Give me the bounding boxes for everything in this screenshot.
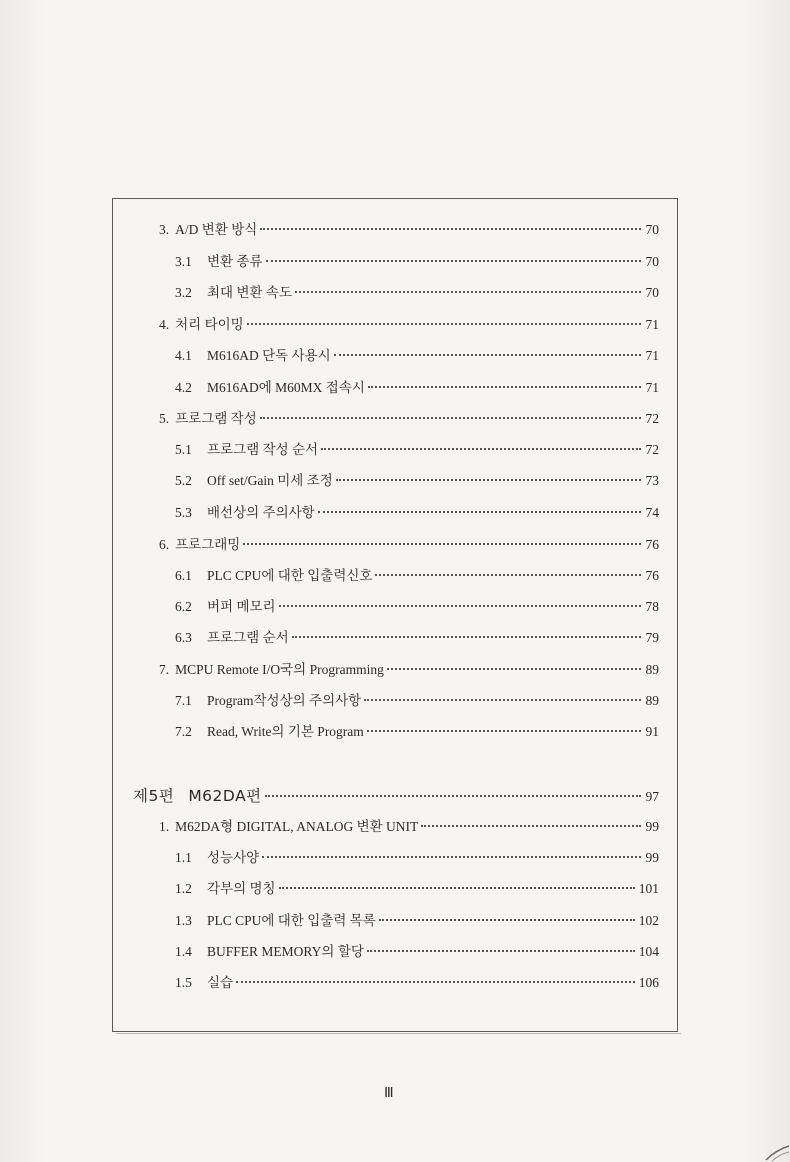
toc-entry-1-1 xyxy=(175,850,659,866)
leader-dots xyxy=(260,417,641,419)
toc-page-number: 70 xyxy=(645,285,659,300)
toc-entry-label: 3. A/D 변환 방식 xyxy=(159,222,258,237)
toc-entry-1-2 xyxy=(175,881,659,897)
leader-dots xyxy=(260,228,641,230)
toc-entry-5-2 xyxy=(175,473,659,489)
toc-page-number: 101 xyxy=(638,881,659,896)
toc-entry-label: 5.3 배선상의 주의사항 xyxy=(175,505,315,520)
toc-entry-7-2 xyxy=(175,724,659,740)
folio-page-number: Ⅲ xyxy=(384,1086,393,1101)
toc-entry-3-1 xyxy=(175,254,659,270)
toc-page-number: 71 xyxy=(645,380,659,395)
toc-entry-label: 5.2 Off set/Gain 미세 조정 xyxy=(175,473,333,488)
leader-dots xyxy=(336,479,641,481)
toc-page-number: 76 xyxy=(645,537,659,552)
leader-dots xyxy=(321,448,641,450)
toc-entry-6-2 xyxy=(175,599,659,615)
toc-page-number: 71 xyxy=(645,317,659,332)
toc-page-number: 71 xyxy=(645,348,659,363)
toc-entry-1-5 xyxy=(175,975,659,991)
toc-entry-label: 4.2 M616AD에 M60MX 접속시 xyxy=(175,380,365,395)
toc-entry-label: 1.2 각부의 명칭 xyxy=(175,881,276,896)
toc-page-number: 70 xyxy=(645,254,659,269)
toc-page-number: 99 xyxy=(645,850,659,865)
toc-entry-4-1 xyxy=(175,348,659,364)
toc-entry-label: 1.4 BUFFER MEMORY의 할당 xyxy=(175,944,364,959)
toc-entry-label: 6.3 프로그램 순서 xyxy=(175,630,289,645)
toc-page-number: 91 xyxy=(645,724,659,739)
toc-part-heading xyxy=(133,788,659,805)
page-curl-mark xyxy=(762,1132,790,1162)
toc-entry-1-3 xyxy=(175,913,659,929)
part-title: 제5편 M62DA편 xyxy=(133,787,262,805)
toc-entry-5 xyxy=(159,411,659,427)
toc-entry-label: 4. 처리 타이밍 xyxy=(159,317,244,332)
leader-dots xyxy=(375,574,641,576)
toc-entry-label: 7. MCPU Remote I/O국의 Programming xyxy=(159,662,384,677)
toc-page-number: 78 xyxy=(645,599,659,614)
leader-dots xyxy=(318,511,641,513)
toc-page-number: 89 xyxy=(645,662,659,677)
toc-entry-5-1 xyxy=(175,442,659,458)
leader-dots xyxy=(236,981,635,983)
toc-entry-3-2 xyxy=(175,285,659,301)
toc-entry-3 xyxy=(159,222,659,238)
toc-entry-label: 3.1 변환 종류 xyxy=(175,254,263,269)
toc-page-number: 79 xyxy=(645,630,659,645)
leader-dots xyxy=(367,950,635,952)
leader-dots xyxy=(266,260,641,262)
toc-entry-5-3 xyxy=(175,505,659,521)
toc-page-number: 106 xyxy=(638,975,659,990)
leader-dots xyxy=(387,668,641,670)
toc-entry-6 xyxy=(159,537,659,553)
leader-dots xyxy=(292,636,641,638)
toc-entry-6-3 xyxy=(175,630,659,646)
leader-dots xyxy=(379,919,635,921)
toc-entry-label: 1.3 PLC CPU에 대한 입출력 목록 xyxy=(175,913,376,928)
toc-entry-label: 5.1 프로그램 작성 순서 xyxy=(175,442,319,457)
leader-dots xyxy=(364,699,641,701)
toc-page-number: 89 xyxy=(645,693,659,708)
toc-entry-label: 4.1 M616AD 단독 사용시 xyxy=(175,348,331,363)
toc-entry-label: 6. 프로그래밍 xyxy=(159,537,241,552)
toc-entry-label: 7.2 Read, Write의 기본 Program xyxy=(175,724,364,739)
leader-dots xyxy=(279,887,635,889)
frame-shadow xyxy=(116,1033,681,1037)
toc-entry-label: 3.2 최대 변환 속도 xyxy=(175,285,292,300)
leader-dots xyxy=(334,354,641,356)
leader-dots xyxy=(367,730,641,732)
leader-dots xyxy=(262,856,641,858)
toc-entry-6-1 xyxy=(175,568,659,584)
toc-page-number: 72 xyxy=(645,411,659,426)
toc-entry-4-2 xyxy=(175,380,659,396)
toc-page-number: 73 xyxy=(645,473,659,488)
toc-entry-m62da-1 xyxy=(159,819,659,835)
toc-entry-label: 1.5 실습 xyxy=(175,975,234,990)
toc-entry-1-4 xyxy=(175,944,659,960)
leader-dots xyxy=(247,323,641,325)
toc-page-number: 76 xyxy=(645,568,659,583)
toc-page-number: 72 xyxy=(645,442,659,457)
toc-page-number: 97 xyxy=(645,789,659,804)
toc-entry-label: 6.2 버퍼 메모리 xyxy=(175,599,276,614)
toc-entry-4 xyxy=(159,317,659,333)
toc-page-number: 99 xyxy=(645,819,659,834)
toc-page-number: 74 xyxy=(645,505,659,520)
toc-entry-label: 5. 프로그램 작성 xyxy=(159,411,257,426)
leader-dots xyxy=(243,543,641,545)
toc-page-number: 104 xyxy=(638,944,659,959)
leader-dots xyxy=(279,605,641,607)
leader-dots xyxy=(265,795,641,797)
toc-entry-7 xyxy=(159,662,659,678)
leader-dots xyxy=(368,386,641,388)
toc-entry-label: 7.1 Program작성상의 주의사항 xyxy=(175,693,362,708)
toc-entry-label: 1.1 성능사양 xyxy=(175,850,260,865)
leader-dots xyxy=(421,825,641,827)
leader-dots xyxy=(295,291,641,293)
toc-entry-label: 1. M62DA형 DIGITAL, ANALOG 변환 UNIT xyxy=(159,819,419,834)
toc-entry-label: 6.1 PLC CPU에 대한 입출력신호 xyxy=(175,568,373,583)
toc-page-number: 70 xyxy=(645,222,659,237)
toc-page-number: 102 xyxy=(638,913,659,928)
toc-entry-7-1 xyxy=(175,693,659,709)
